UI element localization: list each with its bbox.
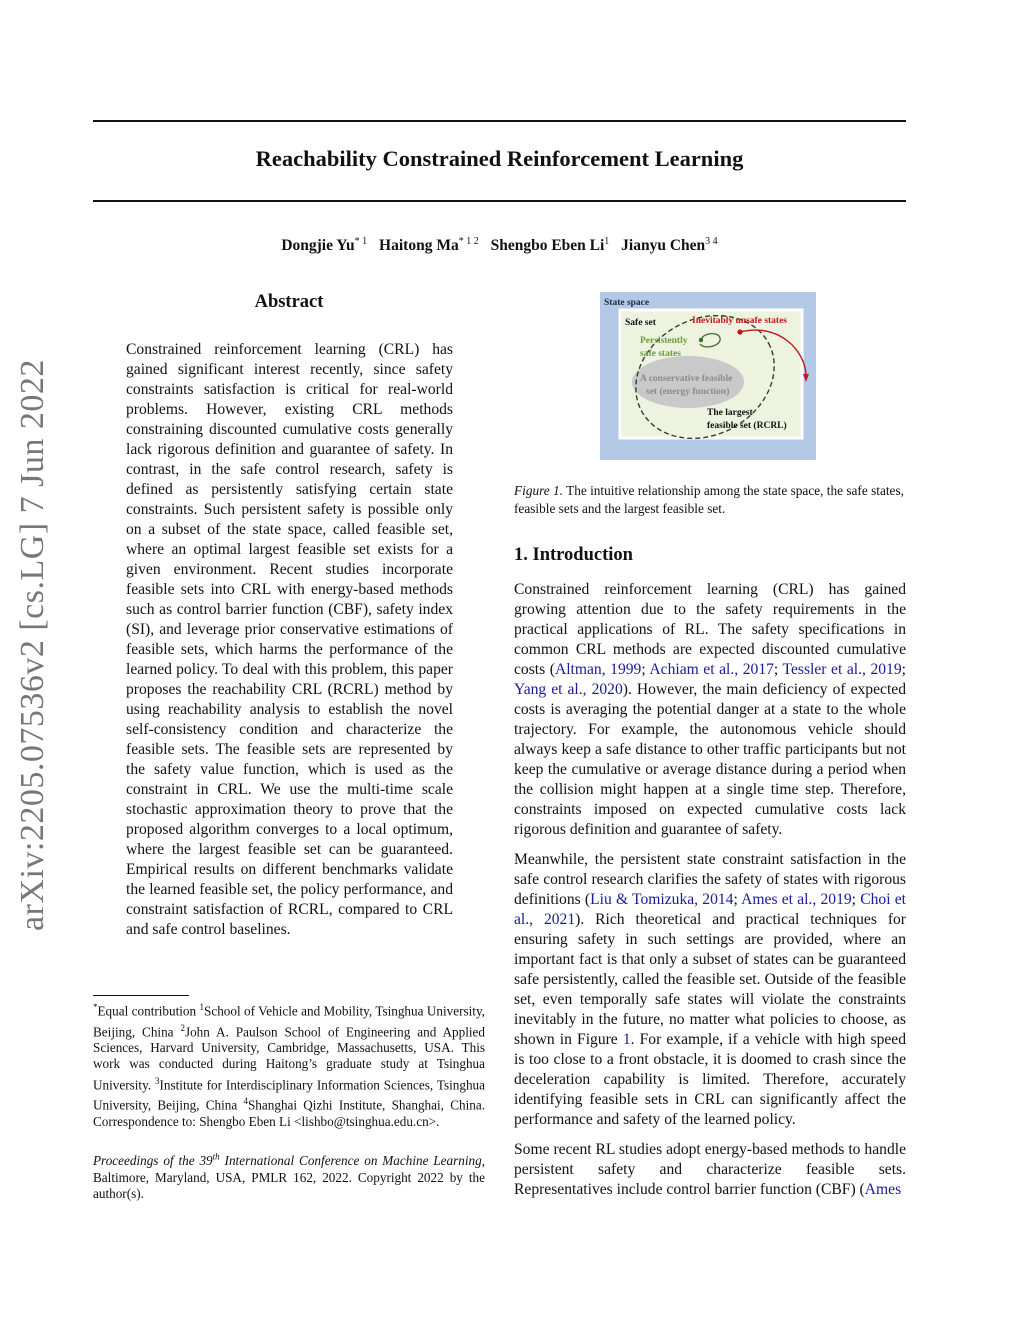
intro-paragraph-2: Meanwhile, the persistent state constraint satisfaction in the safe control research clarifies the safety of states with rigorous definitions (Liu & Tomizuka, 2014; Ames et al., 2019; Choi et al., 2021). Rich theoretical and practical techniques for ensuring safety in such settings are provided, where an important fact is that only a subset of states can be guaranteed safe persistently, called the feasible set. Outside of the feasible set, even temporally safe states will violate the constraints inevitably in the future, no matter what policies to choose, as shown in Figure 1. For example, if a vehicle with high speed is too close to a front obstacle, it is doomed to crash since the deceleration capability is limited. Therefore, accurately identifying feasible sets in CRL can significantly affect the performance and safety of the learned policy. — [514, 851, 907, 1128]
arxiv-identifier: arXiv:2205.07536v2 [cs.LG] 7 Jun 2022 — [14, 359, 51, 931]
paper-title: Reachability Constrained Reinforcement Learning — [255, 146, 744, 171]
abstract-heading: Abstract — [254, 292, 324, 312]
state-space-label: State space — [604, 298, 650, 308]
introduction-body — [514, 580, 906, 1210]
persistently-safe-label: Persistently — [640, 336, 688, 346]
intro-paragraph-3: Some recent RL studies adopt energy-based methods to handle persistent safety and characterize feasible sets. Representatives include control barrier function (CBF) (Ames — [514, 1141, 906, 1198]
persistent-state-dot — [699, 338, 703, 342]
author: Dongjie Yu$^{* 1}$ — [281, 236, 368, 255]
author: Shengbo Eben Li$^1$ — [490, 236, 610, 255]
unsafe-states-label: Inevitably unsafe states — [692, 316, 788, 326]
figure-1-caption: Figure 1. The intuitive relationship among the state space, the safe states, feasible sets and the largest feasible set. — [514, 483, 904, 516]
figure-1-state-space-diagram — [600, 292, 816, 460]
author-list — [93, 236, 906, 255]
abstract-body: Constrained reinforcement learning (CRL) has gained significant interest recently, since safety constraints satisfaction is critical for real-world problems. However, existing CRL methods constraining discounted cumulative costs generally lack rigorous definition and guarantee of safety. In contrast, in the safe control research, safety is defined as persistently satisfying certain state constraints. Such persistent safety is possible only on a subset of the state space, called feasible set, where an optimal largest feasible set exists for a given environment. Recent studies incorporate feasible sets into CRL with energy-based methods such as control barrier function (CBF), safety index (SI), and leverage prior conservative estimations of feasible sets, which harms the performance of the learned policy. To deal with this problem, this paper proposes the reachability CRL (RCRL) method by using reachability analysis to establish the novel self-consistency condition and characterize the feasible sets. The feasible sets are represented by the safety value function, which is used as the constraint in CRL. We use the multi-time scale stochastic approximation theory to prove that the proposed algorithm converges to a local optimum, where the largest feasible set can be guaranteed. Empirical results on different benchmarks validate the learned feasible set, the policy performance, and constraint satisfaction of RCRL, compared to CRL and safe control baselines. — [126, 341, 453, 938]
figure-reference-link[interactable]: 1 — [622, 1031, 631, 1048]
footnote-rule — [93, 995, 189, 996]
citation-link[interactable]: Ames — [864, 1181, 902, 1198]
citation-link[interactable]: Liu & Tomizuka, 2014 — [590, 891, 734, 908]
citation-link[interactable]: Choi et al., 2021 — [514, 891, 907, 928]
safe-set-label: Safe set — [625, 318, 656, 328]
citation-link[interactable]: Ames et al., 2019 — [741, 891, 852, 908]
citation-link[interactable]: Achiam et al., 2017 — [649, 661, 774, 678]
intro-paragraph-1: Constrained reinforcement learning (CRL) has gained growing attention due to the safety requirements in the practical applications of RL. The safety specifications in common CRL methods are expected discounted cumulative costs (Altman, 1999; Achiam et al., 2017; Tessler et al., 2019; Yang et al., 2020). However, the main deficiency of expected costs is averaging the potential danger at a state to the whole trajectory. For example, the autonomous vehicle should always keep a safe distance to other traffic participants but not keep the cumulative or average distance during a period when the collision might happen at a single time step. Therefore, constraints imposed on expected cumulative costs lack rigorous definition and guarantee of safety. — [514, 581, 906, 838]
largest-set-label: The largest — [707, 408, 753, 418]
citation-link[interactable]: Altman, 1999 — [554, 661, 642, 678]
citation-link[interactable]: Tessler et al., 2019 — [782, 661, 902, 678]
unsafe-state-dot — [737, 329, 742, 334]
persistently-safe-label-line2: safe states — [640, 349, 681, 359]
author: Haitong $Ma^{* 1 2}$ — [379, 236, 479, 255]
proceedings-note: Proceedings of the 39th International Conference on Machine Learning, Baltimore, Maryland, USA, PMLR 162, 2022. Copyright 2022 by the author(s). — [93, 1152, 485, 1201]
title-bottom-rule — [93, 200, 906, 202]
conservative-set-label: A conservative feasible — [640, 374, 733, 384]
author-footnote: *Equal contribution $^1$School of Vehicle and Mobility, Tsinghua University, Beijing, China $^2$John A. Paulson School of Engineering and Applied Sciences, Harvard University, Cambridge, Massachusetts, USA. This work was conducted during Haitong’s graduate study at Tsinghua University. $^3$Institute for Interdisciplinary Information Sciences, Tsinghua University, Beijing, China $^4$Shanghai Qizhi Institute, Shanghai, China. Correspondence to: Shengbo Eben Li <lishbo@tsinghua.edu.cn>. — [93, 1002, 485, 1129]
largest-set-label-line2: feasible set (RCRL) — [707, 421, 787, 431]
title-top-rule — [93, 120, 906, 122]
conservative-set-label-line2: set (energy function) — [646, 387, 730, 397]
citation-link[interactable]: Yang et al., 2020 — [514, 681, 623, 698]
introduction-heading: 1. Introduction — [514, 545, 633, 565]
author: Jianyu Chen$^{3 4}$ — [621, 236, 718, 255]
